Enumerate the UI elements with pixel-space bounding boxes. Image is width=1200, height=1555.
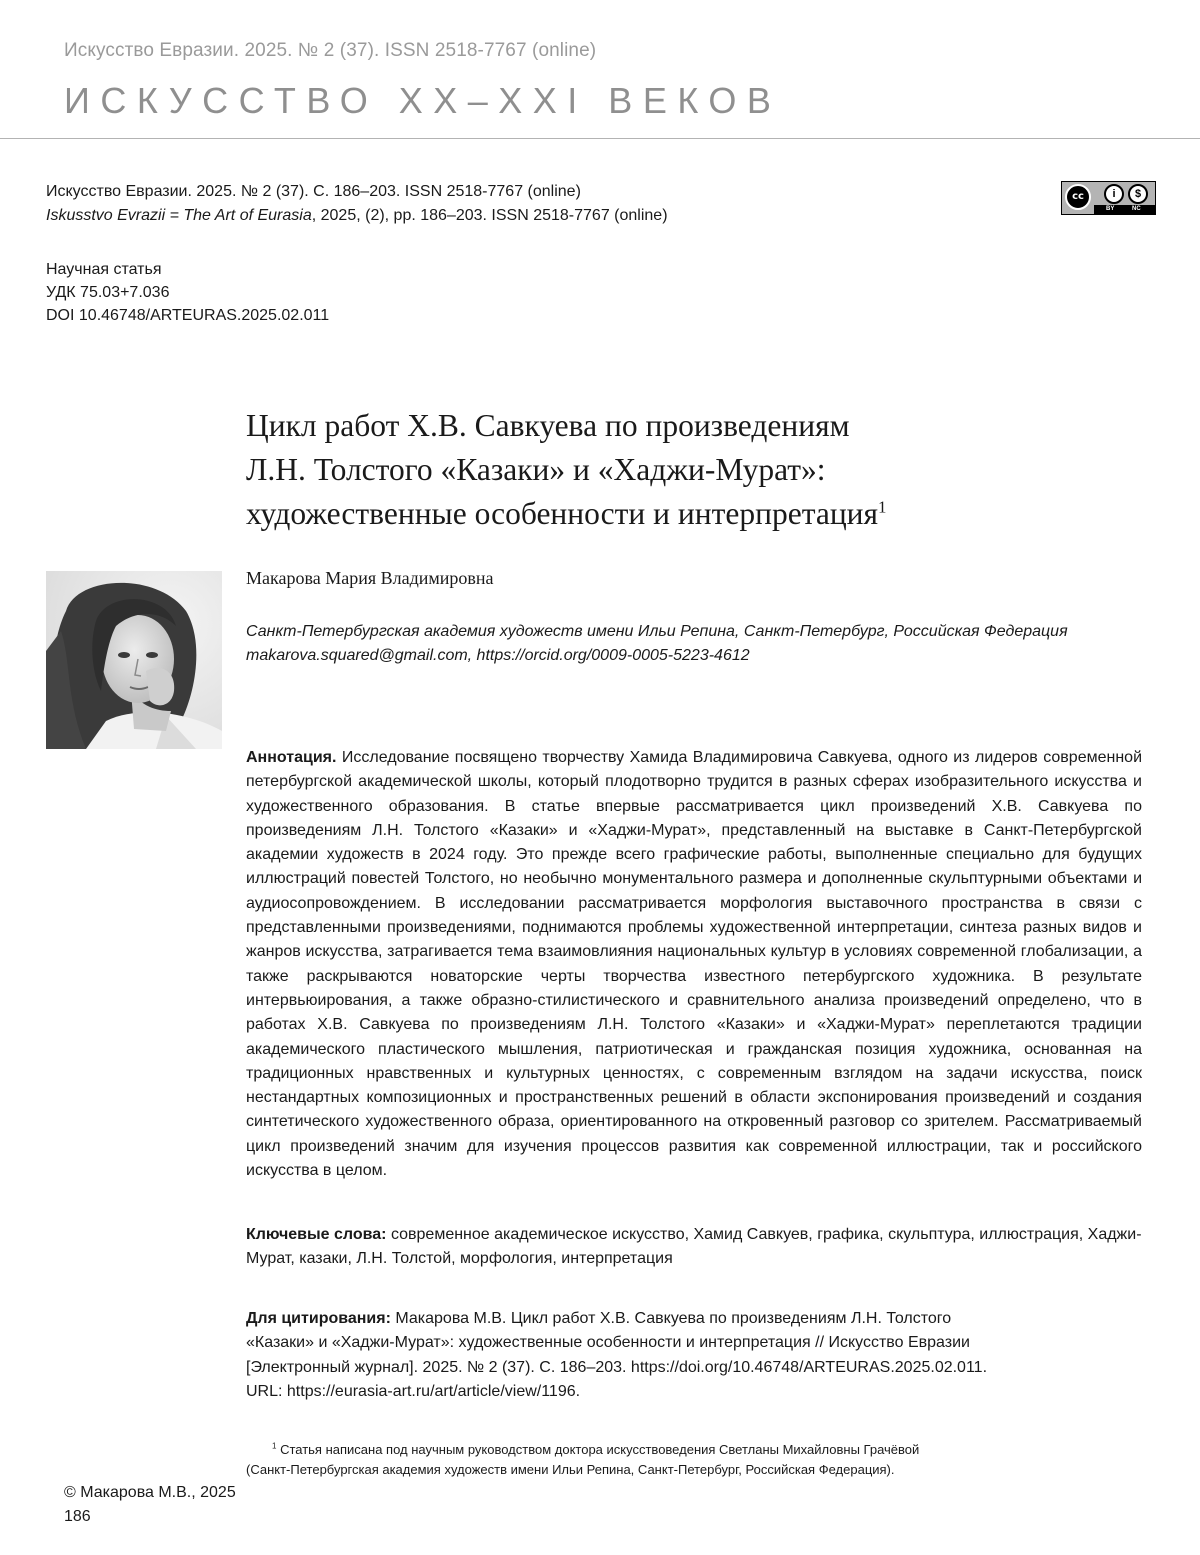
keywords-label: Ключевые слова: [246,1226,387,1243]
footnote-line-2: (Санкт-Петербургская академия художеств имени Ильи Репина, Санкт-Петербург, Российская Федерация). [246,1462,895,1477]
article-title [246,404,1126,536]
article-meta [46,258,329,327]
noncommercial-icon: $ [1128,184,1148,204]
cc-by-nc-license-icon[interactable] [1061,181,1156,215]
title-footnote-mark[interactable]: 1 [878,497,887,517]
author-contacts[interactable]: makarova.squared@gmail.com, https://orcid.org/0009-0005-5223-4612 [246,647,750,664]
header-divider [0,138,1200,139]
page-number: 186 [64,1508,91,1525]
footnote [246,1440,1126,1480]
how-to-cite-line-4[interactable]: URL: https://eurasia-art.ru/art/article/view/1196. [246,1382,581,1400]
citation-ru: Искусство Евразии. 2025. № 2 (37). С. 186–203. ISSN 2518-7767 (online) [46,183,581,200]
article-type: Научная статья [46,261,162,278]
author-name: Макарова Мария Владимировна [246,568,494,588]
author-portrait-image [46,571,222,749]
running-head: Искусство Евразии. 2025. № 2 (37). ISSN 2518-7767 (online) [64,40,597,61]
citation-en-journal: Iskusstvo Evrazii = The Art of Eurasia [46,207,312,224]
section-title: ИСКУССТВО XX–XXI ВЕКОВ [64,80,782,121]
title-line-3-text: художественные особенности и интерпретация [246,496,879,531]
abstract-label: Аннотация. [246,749,337,766]
title-line-1: Цикл работ Х.В. Савкуева по произведениям [246,408,850,443]
title-line-3 [246,492,1126,536]
keywords [246,1223,1142,1272]
abstract-text: Исследование посвящено творчеству Хамида Владимировича Савкуева, одного из лидеров современной петербургской академической школы, который плодотворно трудится в разных сферах изобразительного искусства и художественного образования. В статье впервые рассматривается цикл произведений Х.В. Савкуева по произведениям Л.Н. Толстого «Казаки» и «Хаджи-Мурат», представленный на выставке в Санкт-Петербургской академии художеств в 2024 году. Это прежде всего графические работы, выполненные специально для будущих иллюстраций повестей Толстого, но необычно монументального размера и дополненные скульптурными объектами и аудиосопровождением. В исследовании рассматривается морфология выставочного пространства в связи с представленными произведениями, поднимаются проблемы художественной интерпретации, синтеза разных видов и жанров искусства, затрагивается тема взаимовлияния национальных культур в условиях современной глобализации, а также раскрываются новаторские черты творчества известного петербургского художника. В результате интервьюирования, а также образно-стилистического и сравнительного анализа произведений определено, что в работах Х.В. Савкуева по произведениям Л.Н. Толстого «Казаки» и «Хаджи-Мурат» переплетаются традиции академического пластического мышления, патриотическая и гражданская позиция художника, основанная на традиционных нравственных и культурных ценностях, с современным взглядом на задачи искусства, поиск нестандартных композиционных и пространственных решений в области экспонирования произведений и создания синтетического художественного образа, ориентированного на откровенный разговор со зрителем. Рассматриваемый цикл произведений значим для изучения процессов развития как современной иллюстрации, так и российского искусства в целом. [246,749,1142,1180]
copyright: © Макарова М.В., 2025 [64,1484,236,1501]
license-strip [1094,205,1155,214]
how-to-cite-line-1 [246,1307,1146,1331]
license-nc-label: NC [1132,206,1141,212]
title-line-2: Л.Н. Толстого «Казаки» и «Хаджи-Мурат»: [246,452,826,487]
doi: DOI 10.46748/ARTEURAS.2025.02.011 [46,307,330,324]
abstract [246,746,1142,1183]
footnote-line-1 [246,1440,1126,1460]
attribution-icon: i [1104,184,1124,204]
udk: УДК 75.03+7.036 [46,284,170,301]
cc-icon: cc [1065,184,1091,210]
citation-block [46,180,668,228]
how-to-cite [246,1307,1146,1404]
citation-en-rest: , 2025, (2), pp. 186–203. ISSN 2518-7767 (online) [311,207,668,224]
affiliation-text: Санкт-Петербургская академия художеств имени Ильи Репина, Санкт-Петербург, Российская Федерация [246,623,1068,640]
how-to-cite-text-1: Макарова М.В. Цикл работ Х.В. Савкуева по произведениям Л.Н. Толстого [390,1310,952,1327]
citation-en [46,204,668,228]
license-by-label: BY [1106,206,1115,212]
footnote-text-1: Статья написана под научным руководством доктора искусствоведения Светланы Михайловны Грачёвой [276,1442,920,1457]
author-photo [46,571,222,749]
how-to-cite-line-3[interactable]: [Электронный журнал]. 2025. № 2 (37). С. 186–203. https://doi.org/10.46748/ARTEURAS.2025.02.011. [246,1358,988,1376]
keywords-text: современное академическое искусство, Хамид Савкуев, графика, скульптура, иллюстрация, Хаджи-Мурат, казаки, Л.Н. Толстой, морфология, интерпретация [246,1226,1142,1268]
footnote-mark: 1 [272,1441,277,1451]
author-affiliation [246,620,1068,668]
how-to-cite-label: Для цитирования: [246,1310,391,1327]
how-to-cite-line-2: «Казаки» и «Хаджи-Мурат»: художественные особенности и интерпретация // Искусство Евразии [246,1334,970,1352]
